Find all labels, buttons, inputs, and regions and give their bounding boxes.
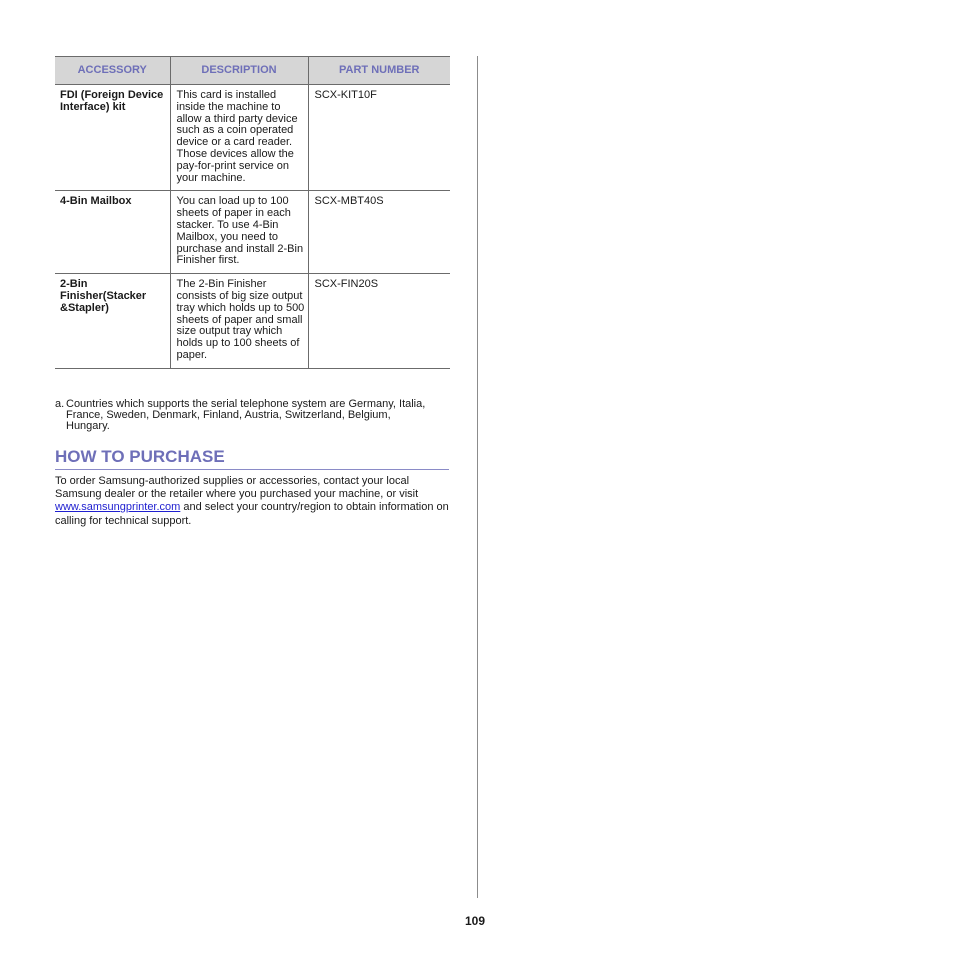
table-footnote bbox=[55, 399, 435, 431]
part-number-cell: SCX-MBT40S bbox=[308, 191, 450, 274]
table-row bbox=[55, 191, 450, 274]
table-row bbox=[55, 85, 450, 191]
header-description: DESCRIPTION bbox=[170, 57, 308, 85]
accessory-cell: FDI (Foreign Device Interface) kit bbox=[55, 85, 170, 191]
section-title: HOW TO PURCHASE bbox=[55, 447, 449, 470]
part-number-cell: SCX-FIN20S bbox=[308, 274, 450, 369]
paragraph-text-after: and select your country/region to obtain information on calling for technical support. bbox=[55, 501, 449, 527]
header-accessory: ACCESSORY bbox=[55, 57, 170, 85]
description-cell: This card is installed inside the machine to allow a third party device such as a coin operated device or a card reader. Those devices allow the pay-for-print service on your machine. bbox=[170, 85, 308, 191]
samsung-printer-link[interactable]: www.samsungprinter.com bbox=[55, 501, 181, 514]
accessories-table bbox=[55, 56, 450, 369]
table-row bbox=[55, 274, 450, 369]
accessory-cell: 4-Bin Mailbox bbox=[55, 191, 170, 274]
page-number: 109 bbox=[465, 914, 486, 928]
footnote-text: Countries which supports the serial telephone system are Germany, Italia, France, Sweden, Denmark, Finland, Austria, Switzerland, Belgium, Hungary. bbox=[66, 398, 426, 432]
paragraph-text-before: To order Samsung-authorized supplies or accessories, contact your local Samsung dealer or the retailer where you purchased your machine, or visit bbox=[55, 475, 419, 501]
description-cell: The 2-Bin Finisher consists of big size output tray which holds up to 500 sheets of paper and small size output tray which holds up to 100 sheets of paper. bbox=[170, 274, 308, 369]
column-divider bbox=[477, 56, 478, 898]
accessory-cell: 2-Bin Finisher(Stacker &Stapler) bbox=[55, 274, 170, 369]
purchase-paragraph bbox=[55, 475, 455, 528]
description-cell: You can load up to 100 sheets of paper in each stacker. To use 4-Bin Mailbox, you need to purchase and install 2-Bin Finisher first. bbox=[170, 191, 308, 274]
table-header-row bbox=[55, 57, 450, 85]
header-part-number: PART NUMBER bbox=[308, 57, 450, 85]
footnote-mark: a. bbox=[55, 398, 65, 410]
part-number-cell: SCX-KIT10F bbox=[308, 85, 450, 191]
